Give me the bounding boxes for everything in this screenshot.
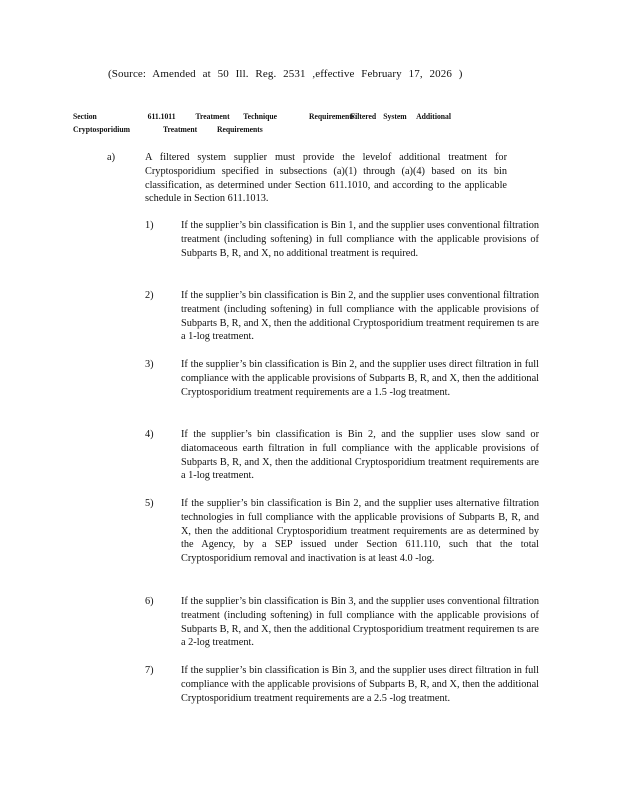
item-text: If the supplier’s bin classification is Bin 2, and the supplier uses direct filtration in full compliance with the applicable provisions of Subparts B, R, and X, then the additional Cryptosporidium treatment requirements are a 1.5 -log treatment. xyxy=(181,359,539,398)
item-text: If the supplier’s bin classification is Bin 2, and the supplier uses alternative filtration technologies in full compliance with the applicable provisions of Subparts B, R, and X, then the additional Cryptosporidium treatment requirements are as determined by the Agency, by a SEP issued under Section 611.110, such that the total Cryptosporidium removal and inactivation is at least 4.0 -log. xyxy=(181,498,539,565)
source-note: (Source: Amended at 50 Ill. Reg. 2531 ,effective February 17, 2026 ) xyxy=(108,68,463,80)
heading-word: Treatment xyxy=(195,111,230,121)
section-heading-line-1 xyxy=(73,110,451,123)
heading-word: Filtered xyxy=(350,111,377,121)
item-number: 7) xyxy=(145,665,154,676)
section-heading xyxy=(73,110,451,136)
heading-word: Section xyxy=(73,111,97,121)
subsection-a-text: A filtered system supplier must provide the levelof additional treatment for Cryptosporidium specified in subsections (a)(1) through (a)(4) based on its bin classification, as determined under Section 611.1010, and according to the applicable schedule in Section 611.1013. xyxy=(145,152,507,205)
heading-word: Cryptosporidium xyxy=(73,124,130,134)
subsection-a-label: a) xyxy=(107,152,115,163)
section-heading-line-2 xyxy=(73,123,451,136)
item-number: 2) xyxy=(145,290,154,301)
heading-word: Requirements: xyxy=(309,111,358,121)
heading-section-number: 611.1011 xyxy=(147,111,176,121)
heading-word: Technique xyxy=(243,111,278,121)
heading-word: Treatment xyxy=(163,124,198,134)
item-number: 3) xyxy=(145,359,154,370)
heading-word: Requirements xyxy=(217,124,263,134)
item-number: 5) xyxy=(145,498,154,509)
item-number: 6) xyxy=(145,596,154,607)
item-number: 4) xyxy=(145,429,154,440)
heading-word: Additional xyxy=(416,111,452,121)
item-text: If the supplier’s bin classification is Bin 2, and the supplier uses conventional filtration treatment (including softening) in full compliance with the applicable provisions of Subparts B, R, and X, then the additional Cryptosporidium treatment requiremen ts are a 1-log treatment. xyxy=(181,290,539,343)
item-number: 1) xyxy=(145,220,154,231)
heading-word: System xyxy=(383,111,407,121)
item-text: If the supplier’s bin classification is Bin 2, and the supplier uses slow sand or diatomaceous earth filtration in full compliance with the applicable provisions of Subparts B, R, and X, then the additional Cryptosporidium treatment requirements are a 1-log treatment. xyxy=(181,429,539,482)
item-text: If the supplier’s bin classification is Bin 3, and the supplier uses conventional filtration treatment (including softening) in full compliance with the applicable provisions of Subparts B, R, and X, then the additional Cryptosporidium treatment requiremen ts are a 2-log treatment. xyxy=(181,596,539,649)
item-text: If the supplier’s bin classification is Bin 3, and the supplier uses direct filtration in full compliance with the applicable provisions of Subparts B, R, and X, then the additional Cryptosporidium treatment requirements are a 2.5 -log treatment. xyxy=(181,665,539,704)
item-text: If the supplier’s bin classification is Bin 1, and the supplier uses conventional filtration treatment (including softening) in full compliance with the applicable provisions of Subparts B, R, and X, no additional treatment is required. xyxy=(181,220,539,259)
